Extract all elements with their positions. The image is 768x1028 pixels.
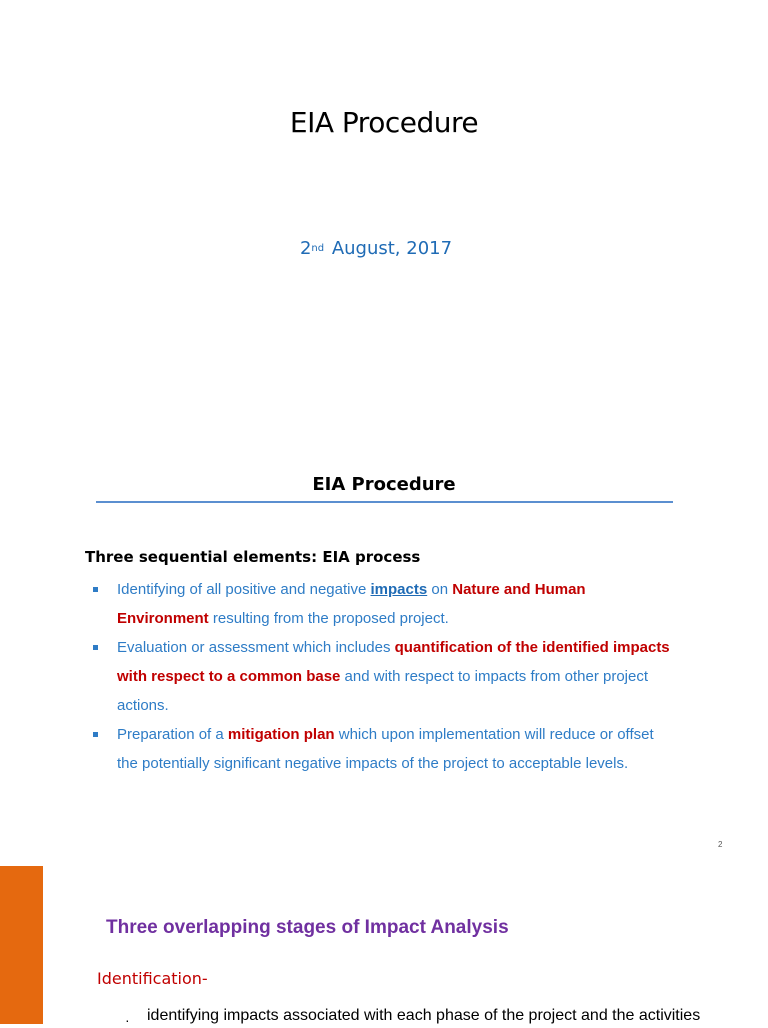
bullet-text: which upon implementation will reduce or offset the potentially significant negative impacts of the project to acceptable levels. [117,726,654,772]
square-bullet-icon [93,645,98,650]
square-bullet-icon [93,587,98,592]
accent-bar [0,866,43,1024]
bullet-text: Identifying of all positive and negative [117,581,371,598]
list-item [90,575,670,633]
bullet-text: Evaluation or assessment which includes [117,639,395,656]
impacts-link[interactable]: impacts [370,581,428,598]
slide2-title: EIA Procedure [312,474,456,495]
bullet-text: resulting from the proposed project. [208,610,449,627]
dot-bullet-icon: · [125,1012,130,1028]
slide3-title: Three overlapping stages of Impact Analysis [106,917,509,938]
slide1-date [0,238,752,259]
list-item [90,720,670,778]
bullet-text: Preparation of a [117,726,228,743]
bullet-text: and with respect to impacts from other project actions. [117,668,649,714]
page-number: 2 [718,840,723,849]
list-item [90,633,670,720]
date-rest: August, 2017 [331,238,453,259]
slide1-title: EIA Procedure [289,106,479,139]
slide3-bullet-text: identifying impacts associated with each phase of the project and the activities [147,1007,701,1024]
slide3-subheading: Identification- [97,969,208,988]
bullet-emphasis: mitigation plan [227,726,335,743]
date-day: 2 [299,238,312,259]
bullet-emphasis: Nature and Human Environment [117,581,586,627]
square-bullet-icon [93,732,98,737]
title-divider [96,501,673,503]
date-suffix: nd [311,243,325,254]
bullet-list [90,575,670,778]
section-heading: Three sequential elements: EIA process [85,548,421,566]
bullet-emphasis: quantification of the identified impacts with respect to a common base [117,639,670,685]
bullet-text: on [427,581,453,598]
